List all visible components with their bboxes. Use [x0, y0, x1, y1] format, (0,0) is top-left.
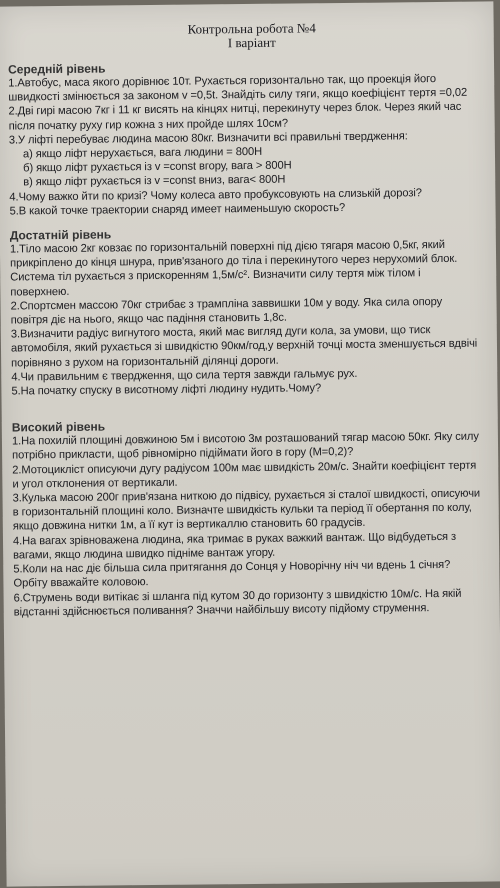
question-item: 4.Чому важко йти по кризі? Чому колеса авто пробуксовують на слизькій дорозі?	[9, 186, 422, 204]
question-item: 4.На вагах зрівноважена людина, яка тримає в руках важкий вантаж. Що відбудеться з вагами, якщо людина швидко підніме вантаж угору.	[12, 530, 457, 562]
question-item: 5.Коли на нас діє більша сила притягання до Сонця у Новорічну ніч чи вдень 1 січня? Орбіту вважайте коловою.	[13, 559, 451, 590]
question-item: 1.На похилій площині довжиною 5м і висотою 3м розташований тягар масою 50кг. Яку силу потрібно прикласти, щоб рівномірно підіймати його в гору (M=0,2)?	[11, 430, 479, 462]
section-heading: Високий рівень	[11, 419, 106, 435]
variant-label: І варіант	[227, 34, 276, 51]
question-item: 2.Мотоцикліст описуючи дугу радіусом 100м має швидкість 20м/с. Знайти коефіцієнт тертя и угол отклонения от вертикали.	[12, 459, 477, 491]
paper-sheet	[0, 1, 500, 886]
answer-option: а) якщо ліфт нерухається, вага людини = 800Н	[22, 145, 263, 161]
question-item: 3.У ліфті перебуває людина масою 80кг. Визначити всі правильні твердження:	[8, 130, 408, 147]
question-item: 2.Дві гирі масою 7кг і 11 кг висять на кінцях нитці, перекинуту через блок. Через який час після початку руху гир кожна з них пройде шлях 10см?	[8, 101, 462, 133]
question-item: 5.В какой точке траектории снаряд имеет наименьшую скорость?	[9, 201, 346, 218]
section-heading: Середній рівень	[7, 61, 106, 77]
section-heading: Достатній рівень	[9, 227, 112, 243]
section-high	[12, 416, 482, 620]
question-item: 3.Кулька масою 200г прив'язана ниткою до підвісу, рухається зі сталої швидкості, описуючи в горизонтальній площині коло. Визначте швидкість кульки та період її обертання по колу, якщо довжина нитки 1м, а її кут із вертикаллю становить 60 градусів.	[12, 487, 481, 533]
document-content	[8, 20, 482, 620]
question-item: 6.Струмень води витікає зі шланга під кутом 30 до горизонту з швидкістю 10м/с. На якій відстанні здійснюється поливання? Значчи найбільшу висоту підйому струмення.	[13, 587, 462, 619]
question-item: 5.На початку спуску в висотному ліфті людину нудить.Чому?	[11, 382, 322, 398]
question-item: 2.Спортсмен массою 70кг стрибає з трампліна заввишки 10м у воду. Яка сила опору повітря діє на нього, якщо час падіння становить 1,8с.	[10, 295, 443, 327]
answer-option: в) якщо ліфт рухається із v =const вниз, вага< 800Н	[23, 174, 286, 189]
section-medium	[8, 58, 478, 219]
question-item: 3.Визначити радіус вигнутого моста, який має вигляд дуги кола, за умови, що тиск автомобіля, який рухається зі швидкістю 90км/год,у верхній точці моста зменшується вдвічі порівняно з рухом на горизонтальній ділянці дороги.	[10, 324, 478, 370]
question-item: 1.Автобус, маса якого дорівнює 10т. Рухається горизонтально так, що проекція його швидкості змінюється за законом v =0,5t. Знайдіть силу тяги, якщо коефіцієнт тертя =0,02	[8, 73, 468, 104]
question-item: 1.Тіло масою 2кг ковзає по горизонтальній поверхні під дією тягаря масою 0,5кг, який прикріплено до кінця шнура, прив'язаного до тіла і перекинутого через нерухомий блок. Система тіл рухається з прискоренням 1,5м/с². Визначити силу тертя між тілом і поверхнею.	[9, 238, 458, 299]
section-sufficient	[10, 224, 480, 399]
title-block	[28, 20, 476, 53]
answer-option: б) якщо ліфт рухається із v =const вгору, вага > 800Н	[23, 159, 292, 175]
question-item: 4.Чи правильним є твердження, що сила тертя завжди гальмує рух.	[11, 367, 358, 384]
document-title: Контрольна робота №4	[187, 20, 316, 37]
